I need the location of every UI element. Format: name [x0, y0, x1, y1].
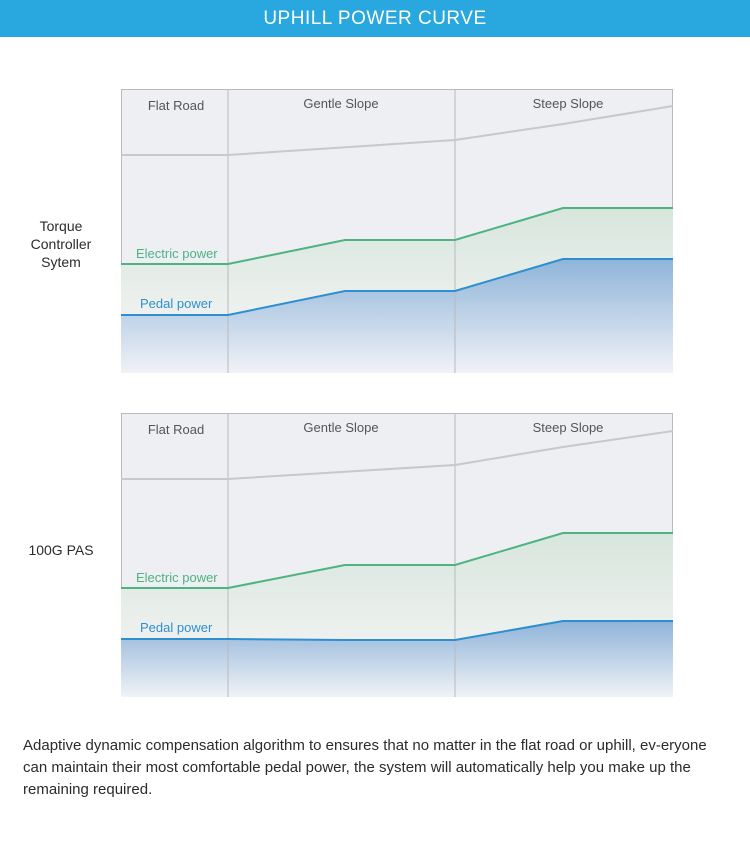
diagram-2-row-label: 100G PAS: [28, 542, 94, 558]
diagram-2-svg: [121, 413, 673, 697]
diagram-1-power-curve: [121, 89, 673, 373]
page-header: [0, 0, 750, 37]
description-text: Adaptive dynamic compensation algorithm to ensures that no matter in the flat road or uphill, ev-eryone can maintain their most comfortable pedal power, the system will automatically help you make up the remaining required.: [23, 737, 707, 798]
diagram-2-power-curve: [121, 413, 673, 697]
diagram-1-row-label: Torque Controller Sytem: [30, 218, 92, 270]
section-label-gentle-slope: Gentle Slope: [303, 420, 379, 435]
pedal-power-label: Pedal power: [140, 620, 213, 635]
section-label-flat-road: Flat Road: [147, 422, 205, 437]
section-label-flat-road: Flat Road: [147, 98, 205, 113]
section-label-steep-slope: Steep Slope: [532, 96, 604, 111]
diagram-1-svg: [121, 89, 673, 373]
section-label-steep-slope: Steep Slope: [532, 420, 604, 435]
electric-power-label: Electric power: [136, 570, 218, 585]
pedal-power-label: Pedal power: [140, 296, 213, 311]
section-label-gentle-slope: Gentle Slope: [303, 96, 379, 111]
electric-power-label: Electric power: [136, 246, 218, 261]
page-title: UPHILL POWER CURVE: [263, 7, 487, 29]
